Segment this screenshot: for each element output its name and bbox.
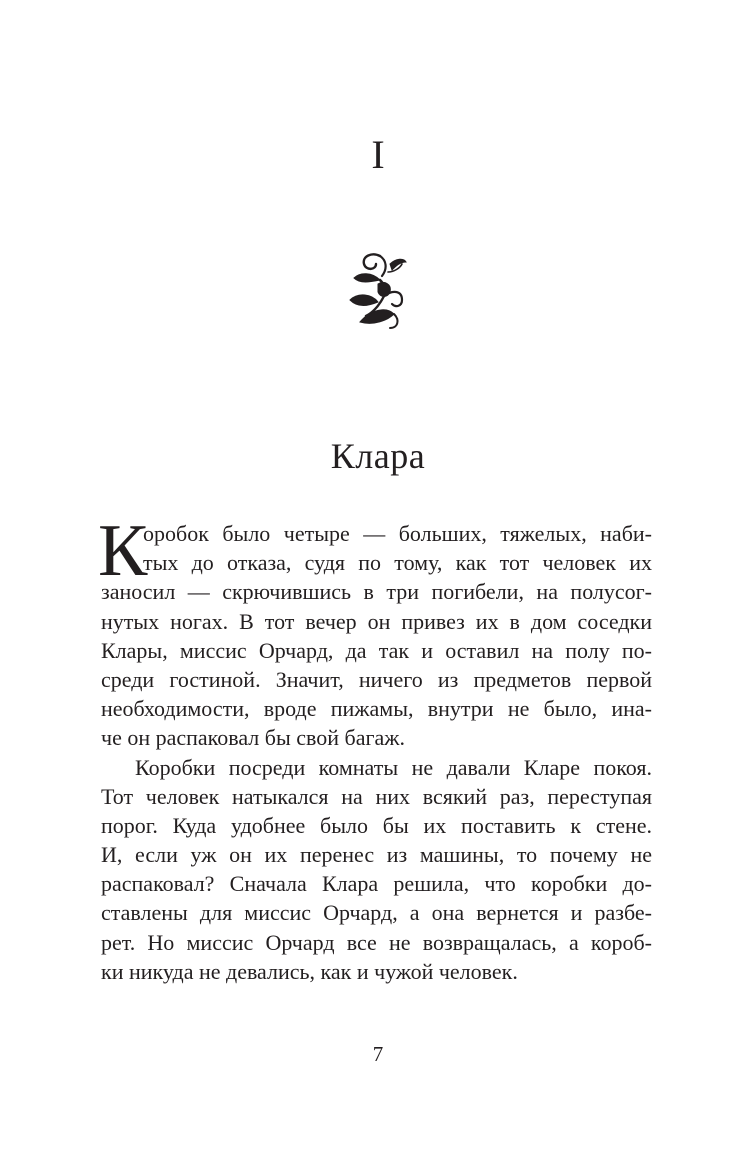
body-text	[98, 510, 652, 986]
chapter-title: Клара	[330, 436, 426, 476]
text-line: Тот человек натыкался на них всякий раз, переступая	[101, 783, 652, 809]
text-line: Коробки посреди комнаты не давали Кларе покоя.	[135, 754, 652, 780]
text-line: ки никуда не девались, как и чужой человек.	[101, 958, 518, 984]
text-line: распаковал? Сначала Клара решила, что коробки до-	[101, 871, 652, 897]
drop-cap: К	[98, 510, 148, 592]
text-line: заносил — скрючившись в три погибели, на полусог-	[101, 579, 652, 605]
text-line: среди гостиной. Значит, ничего из предметов первой	[101, 666, 652, 692]
text-line: нутых ногах. В тот вечер он привез их в дом соседки	[101, 608, 652, 634]
text-line: тых до отказа, судя по тому, как тот человек их	[143, 550, 652, 576]
text-line: рет. Но миссис Орчард все не возвращалась, а короб-	[101, 929, 652, 955]
paragraph-2	[101, 753, 652, 987]
page-number: 7	[372, 1042, 384, 1066]
chapter-number: I	[371, 132, 385, 177]
text-line: порог. Куда удобнее было бы их поставить к стене.	[101, 812, 652, 838]
text-line: оробок было четыре — больших, тяжелых, наби-	[143, 521, 652, 546]
paragraph-1	[98, 510, 652, 753]
text-line: необходимости, вроде пижамы, внутри не было, ина-	[101, 696, 652, 722]
text-line: ставлены для миссис Орчард, а она вернется и разбе-	[101, 900, 652, 926]
text-line: че он распаковал бы свой багаж.	[101, 725, 405, 751]
text-line: И, если уж он их перенес из машины, то почему не	[101, 842, 652, 868]
text-line: Клары, миссис Орчард, да так и оставил на полу по-	[101, 637, 652, 663]
floral-fleuron-icon	[340, 250, 416, 330]
